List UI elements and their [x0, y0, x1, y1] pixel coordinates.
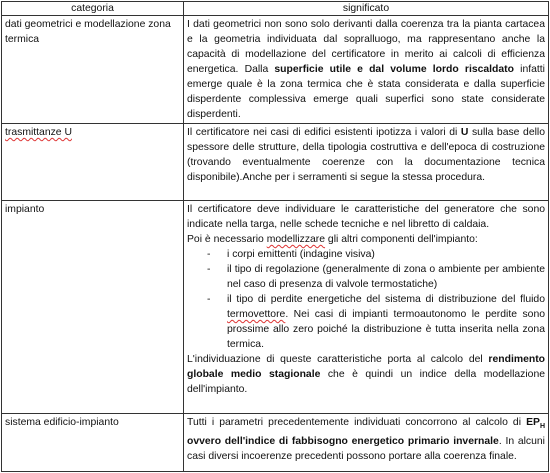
- meaning-paragraph: Il certificatore deve individuare le caratteristiche del generatore che sono indicate nella targa, nelle schede tecniche e nel libretto di caldaia.: [187, 204, 545, 230]
- meaning-cell: [184, 16, 549, 124]
- text-run: Il certificatore nei casi di edifici esistenti ipotizza i valori di: [187, 127, 461, 138]
- table-row: [2, 201, 549, 414]
- bold-term: superficie utile e dal volume lordo riscaldato: [274, 64, 514, 75]
- meaning-paragraph: [187, 232, 545, 247]
- header-categoria: categoria: [2, 2, 184, 16]
- text-run: ovvero dell'indice di fabbisogno energetico primario invernale: [187, 436, 499, 448]
- text-run: Tutti i parametri precedentemente individuati concorrono al calcolo di: [187, 417, 527, 428]
- text-run: termovettore: [227, 309, 286, 320]
- category-cell: [2, 16, 184, 124]
- list-item: [187, 292, 545, 352]
- text-run: infatti emerge quale è la zona termica che è stata considerata e dalla superficie disperdente complessiva emerge quali superfici sono state considerate disperdenti.: [187, 64, 545, 120]
- category-cell: [2, 124, 184, 201]
- table-row: [2, 414, 549, 472]
- bold-term: rendimento globale medio stagionale: [187, 354, 545, 380]
- text-run: il tipo di perdite energetiche del sistema di distribuzione del fluido: [227, 294, 545, 305]
- bold-term: U: [460, 127, 469, 138]
- category-cell: [2, 414, 184, 472]
- category-label: trasmittanze U: [5, 127, 72, 138]
- text-run: che è quindi un indice della modellazione dell'impianto.: [187, 369, 545, 395]
- text-run: gli altri componenti dell'impianto:: [325, 234, 478, 245]
- definitions-table: [1, 1, 549, 472]
- meaning-cell: [184, 124, 549, 201]
- list-item: - il tipo di regolazione (generalmente di zona o ambiente per ambiente nel caso di presenza di valvole termostatiche): [187, 262, 545, 292]
- category-label: dati geometrici e modellazione zona termica: [5, 19, 171, 45]
- list-item: - i corpi emittenti (indagine visiva): [187, 247, 545, 262]
- category-cell: [2, 201, 184, 414]
- text-run: Poi è necessario: [187, 234, 267, 245]
- text-run: EP: [526, 417, 540, 428]
- text-run: I dati geometrici non sono solo derivanti dalla coerenza tra la pianta cartacea e la geometria individuata dal sopralluogo, ma rappresentano anche la capacità di modellazione del certificatore in merito ai calcoli di efficienza energetica. Dalla: [187, 19, 545, 75]
- text-run: sulla base dello spessore delle strutture, della tipologia costruttiva e dell'epoca di costruzione (trovando eventualmente coerenze con la documentazione tecnica disponibile).Anche per i serramenti si segue la stessa procedura.: [187, 127, 545, 183]
- text-run: L'individuazione di queste caratteristiche porta al calcolo del: [187, 354, 489, 365]
- meaning-cell: [184, 201, 549, 414]
- category-label: sistema edificio-impianto: [5, 417, 119, 428]
- components-list: [187, 247, 545, 352]
- meaning-paragraph: [187, 125, 545, 185]
- text-run: . In alcuni casi diversi incoerenze precedenti possono portare alla coerenza finale.: [187, 436, 545, 463]
- meaning-paragraph: [187, 352, 545, 397]
- meaning-paragraph: [187, 17, 545, 122]
- table-row: [2, 16, 549, 124]
- meaning-paragraph: [187, 415, 545, 464]
- text-run: . Nei casi di impianti termoautonomo le perdite sono prossime allo zero poiché la distribuzione è tutta inserita nella zona termica.: [227, 309, 545, 350]
- table-header-row: [2, 2, 549, 16]
- meaning-cell: [184, 414, 549, 472]
- text-run: modellizzare: [266, 234, 326, 245]
- header-significato: significato: [184, 2, 549, 16]
- category-label: impianto: [5, 204, 45, 215]
- subscript: H: [539, 423, 545, 431]
- table-row: [2, 124, 549, 201]
